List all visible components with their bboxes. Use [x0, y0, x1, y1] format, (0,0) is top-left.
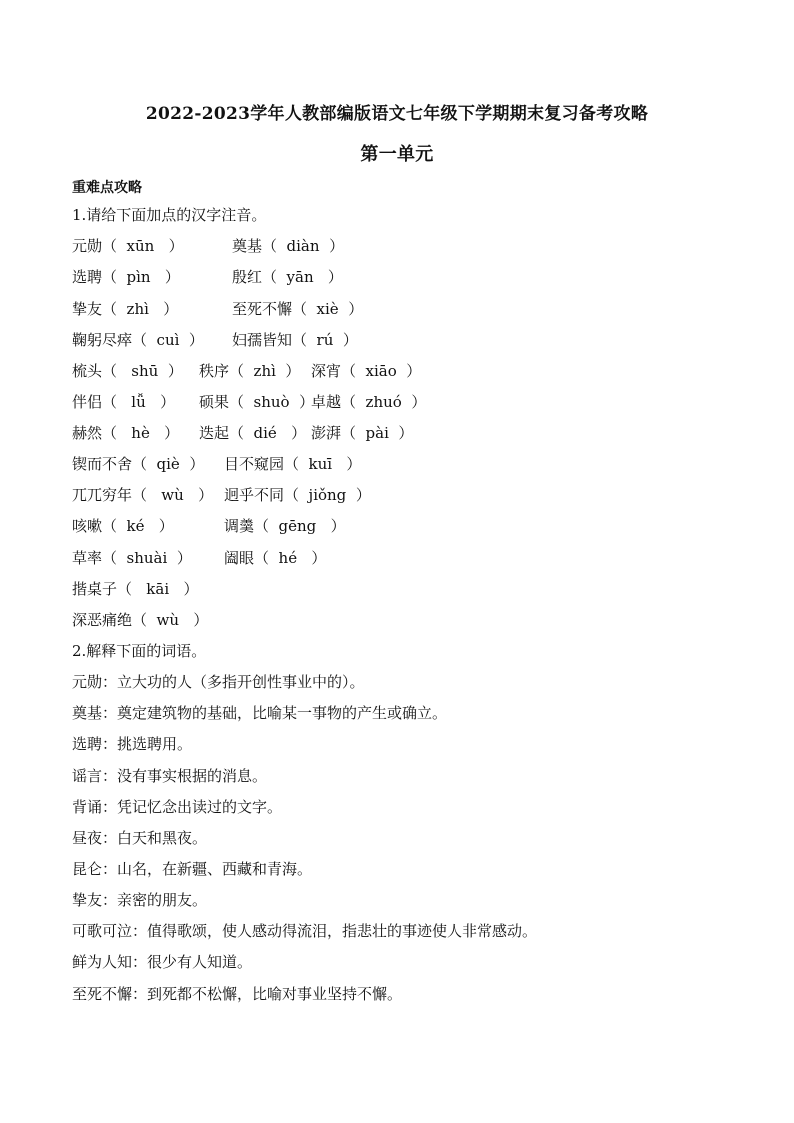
pinyin-item: 澎湃（ pài ）: [311, 424, 414, 442]
pinyin-item: 赫然（ hè ）: [72, 424, 180, 442]
section-heading: 重难点攻略: [72, 180, 142, 196]
pinyin-item: 殷红（ yān ）: [232, 268, 343, 286]
document-title: 2022-2023学年人教部编版语文七年级下学期期末复习备考攻略: [145, 104, 649, 124]
pinyin-item: 锲而不舍（ qiè ）: [72, 455, 205, 473]
pinyin-item: 伴侣（ lǚ ）: [72, 393, 176, 411]
definition-item: 可歌可泣：值得歌颂，使人感动得流泪，指悲壮的事迹使人非常感动。: [72, 922, 538, 940]
definition-item: 奠基：奠定建筑物的基础，比喻某一事物的产生或确立。: [72, 704, 448, 722]
pinyin-item: 元勋（ xūn ）: [72, 237, 184, 255]
pinyin-item: 秩序（ zhì ）: [199, 362, 301, 380]
pinyin-item: 迥乎不同（ jiǒng ）: [224, 486, 371, 504]
pinyin-item: 鞠躬尽瘁（ cuì ）: [72, 331, 204, 349]
definition-item: 至死不懈：到死都不松懈，比喻对事业坚持不懈。: [72, 985, 403, 1003]
pinyin-item: 目不窥园（ kuī ）: [224, 455, 362, 473]
definition-item: 背诵：凭记忆念出读过的文字。: [72, 798, 283, 816]
definition-item: 挚友：亲密的朋友。: [72, 891, 208, 909]
unit-title: 第一单元: [360, 144, 434, 165]
pinyin-item: 迭起（ dié ）: [199, 424, 307, 442]
pinyin-item: 揩桌子（ kāi ）: [72, 580, 199, 598]
pinyin-item: 阖眼（ hé ）: [224, 549, 327, 567]
pinyin-item: 卓越（ zhuó ）: [311, 393, 427, 411]
pinyin-item: 草率（ shuài ）: [72, 549, 192, 567]
definition-item: 选聘：挑选聘用。: [72, 735, 193, 753]
pinyin-item: 硕果（ shuò ）: [199, 393, 315, 411]
definition-item: 昼夜：白天和黑夜。: [72, 829, 208, 847]
pinyin-item: 兀兀穷年（ wù ）: [72, 486, 214, 504]
pinyin-item: 梳头（ shū ）: [72, 362, 183, 380]
pinyin-item: 咳嗽（ ké ）: [72, 517, 174, 535]
pinyin-item: 挚友（ zhì ）: [72, 300, 179, 318]
pinyin-item: 奠基（ diàn ）: [232, 237, 345, 255]
definition-item: 元勋：立大功的人（多指开创性事业中的）。: [72, 673, 365, 691]
pinyin-item: 深恶痛绝（ wù ）: [72, 611, 209, 629]
pinyin-item: 深宵（ xiāo ）: [311, 362, 422, 380]
pinyin-item: 选聘（ pìn ）: [72, 268, 180, 286]
pinyin-item: 至死不懈（ xiè ）: [232, 300, 364, 318]
definition-item: 鲜为人知：很少有人知道。: [72, 953, 253, 971]
question-2-prompt: 2.解释下面的词语。: [72, 642, 207, 660]
definition-item: 谣言：没有事实根据的消息。: [72, 767, 268, 785]
pinyin-item: 调羹（ gēng ）: [224, 517, 346, 535]
definition-item: 昆仑：山名，在新疆、西藏和青海。: [72, 860, 313, 878]
question-1-prompt: 1.请给下面加点的汉字注音。: [72, 206, 267, 224]
pinyin-item: 妇孺皆知（ rú ）: [232, 331, 358, 349]
